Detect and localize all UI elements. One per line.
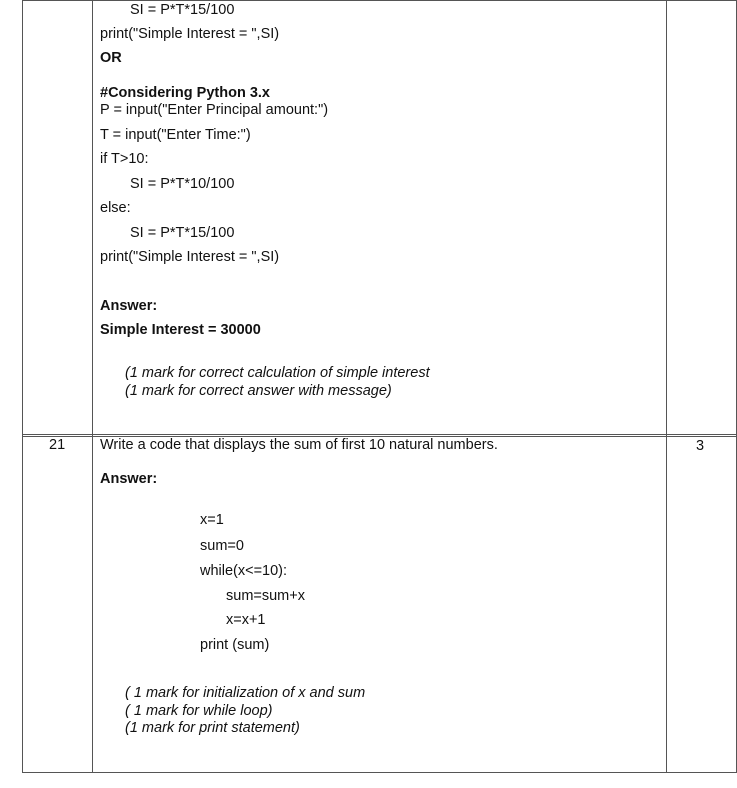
marking-note: (1 mark for correct calculation of simple interest (125, 365, 430, 381)
code-comment: #Considering Python 3.x (100, 85, 270, 101)
code-line: if T>10: (100, 151, 149, 167)
code-line: x=x+1 (226, 612, 266, 628)
code-line: print (sum) (200, 637, 270, 653)
table-border-bottom (22, 772, 737, 773)
code-line: x=1 (200, 512, 224, 528)
answer-label: Answer: (100, 298, 158, 314)
code-line: sum=sum+x (226, 588, 305, 604)
code-line: T = input("Enter Time:") (100, 127, 251, 143)
code-line: else: (100, 200, 131, 216)
marking-note: (1 mark for correct answer with message) (125, 383, 392, 399)
marking-note: (1 mark for print statement) (125, 720, 300, 736)
marking-note: ( 1 mark for initialization of x and sum (125, 685, 366, 701)
or-label: OR (100, 50, 122, 66)
code-line: P = input("Enter Principal amount:") (100, 102, 329, 118)
column-divider-1 (92, 0, 93, 773)
question-number: 21 (49, 437, 66, 453)
code-line: while(x<=10): (200, 563, 288, 579)
row-divider (22, 434, 737, 435)
column-divider-2 (666, 0, 667, 773)
code-line: print("Simple Interest = ",SI) (100, 26, 280, 42)
answer-label: Answer: (100, 471, 158, 487)
question-text: Write a code that displays the sum of first 10 natural numbers. (100, 437, 498, 453)
question-marks: 3 (696, 438, 705, 454)
code-line: SI = P*T*15/100 (130, 225, 235, 241)
answer-value: Simple Interest = 30000 (100, 322, 261, 338)
marking-note: ( 1 mark for while loop) (125, 703, 273, 719)
code-line: sum=0 (200, 538, 244, 554)
code-line: SI = P*T*10/100 (130, 176, 235, 192)
code-line: SI = P*T*15/100 (130, 2, 235, 18)
code-line: print("Simple Interest = ",SI) (100, 249, 280, 265)
table-border-left (22, 0, 23, 773)
